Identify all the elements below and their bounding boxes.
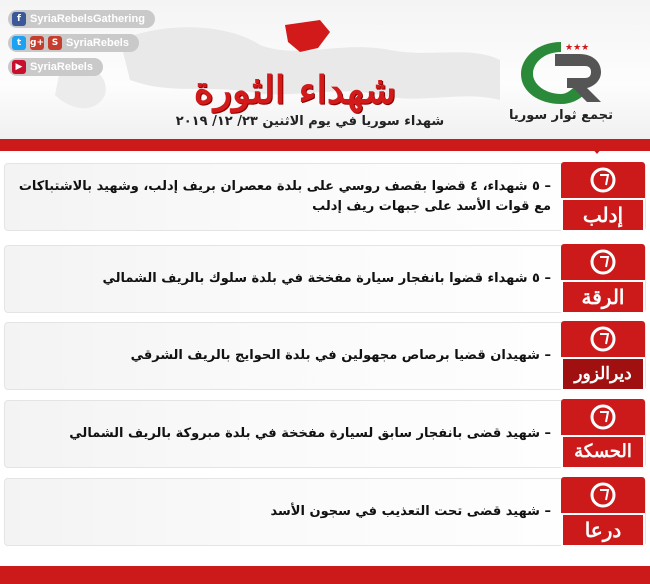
logo-mini-icon xyxy=(588,324,618,354)
page-title: شهداء الثورة xyxy=(193,67,397,112)
entry-text: – شهيدان قضيا برصاص مجهولين في بلدة الحوايج بالريف الشرقي xyxy=(130,348,551,363)
svg-text:★★★: ★★★ xyxy=(565,43,590,53)
facebook-text: SyriaRebelsGathering xyxy=(30,13,145,25)
logo-text: تجمع ثوار سوريا xyxy=(508,108,614,123)
twitter-text: SyriaRebels xyxy=(66,37,129,49)
region-label: درعا xyxy=(561,513,645,547)
syria-map-icon xyxy=(285,20,330,52)
list-item xyxy=(4,478,646,546)
twitter-icon[interactable]: t xyxy=(12,36,26,50)
region-badge xyxy=(561,477,645,549)
region-label: إدلب xyxy=(561,198,645,232)
header-divider xyxy=(0,139,650,151)
skype-icon[interactable]: S xyxy=(48,36,62,50)
region-badge xyxy=(561,321,645,393)
logo-mini-icon xyxy=(588,480,618,510)
logo-mini-icon xyxy=(588,247,618,277)
logo-mini-icon xyxy=(588,165,618,195)
list-item xyxy=(4,400,646,468)
divider-notch xyxy=(585,140,609,154)
region-label: الرقة xyxy=(561,280,645,314)
region-label: ديرالزور xyxy=(561,357,645,391)
syria-rebels-logo-icon xyxy=(515,36,607,108)
region-badge xyxy=(561,162,645,234)
region-label: الحسكة xyxy=(561,435,645,469)
entry-text: – شهيد قضى بانفجار سابق لسيارة مفخخة في بلدة مبروكة بالريف الشمالي xyxy=(69,426,551,441)
youtube-text: SyriaRebels xyxy=(30,61,93,73)
region-badge xyxy=(561,399,645,471)
facebook-link[interactable] xyxy=(8,10,155,28)
social-links-row[interactable] xyxy=(8,34,139,52)
entry-text: – شهيد قضى تحت التعذيب في سجون الأسد xyxy=(270,504,551,519)
list-item xyxy=(4,322,646,390)
footer-bar xyxy=(0,566,650,584)
google-plus-icon[interactable]: g+ xyxy=(30,38,44,48)
youtube-icon: ▶ xyxy=(12,60,26,74)
page-subtitle: شهداء سوريا في يوم الاثنين ٢٣/ ١٢/ ٢٠١٩ xyxy=(175,114,445,129)
entry-text: – ٥ شهداء قضوا بانفجار سيارة مفخخة في بلدة سلوك بالريف الشمالي xyxy=(102,271,551,286)
list-item xyxy=(4,163,646,231)
entry-text: – ٥ شهداء، ٤ قضوا بقصف روسي على بلدة معصران بريف إدلب، وشهيد بالاشتباكات مع قوات الأسد على جبهات ريف إدلب xyxy=(18,179,551,214)
youtube-link[interactable] xyxy=(8,58,103,76)
header-banner xyxy=(0,0,650,140)
facebook-icon: f xyxy=(12,12,26,26)
region-badge xyxy=(561,244,645,316)
list-item xyxy=(4,245,646,313)
logo-mini-icon xyxy=(588,402,618,432)
